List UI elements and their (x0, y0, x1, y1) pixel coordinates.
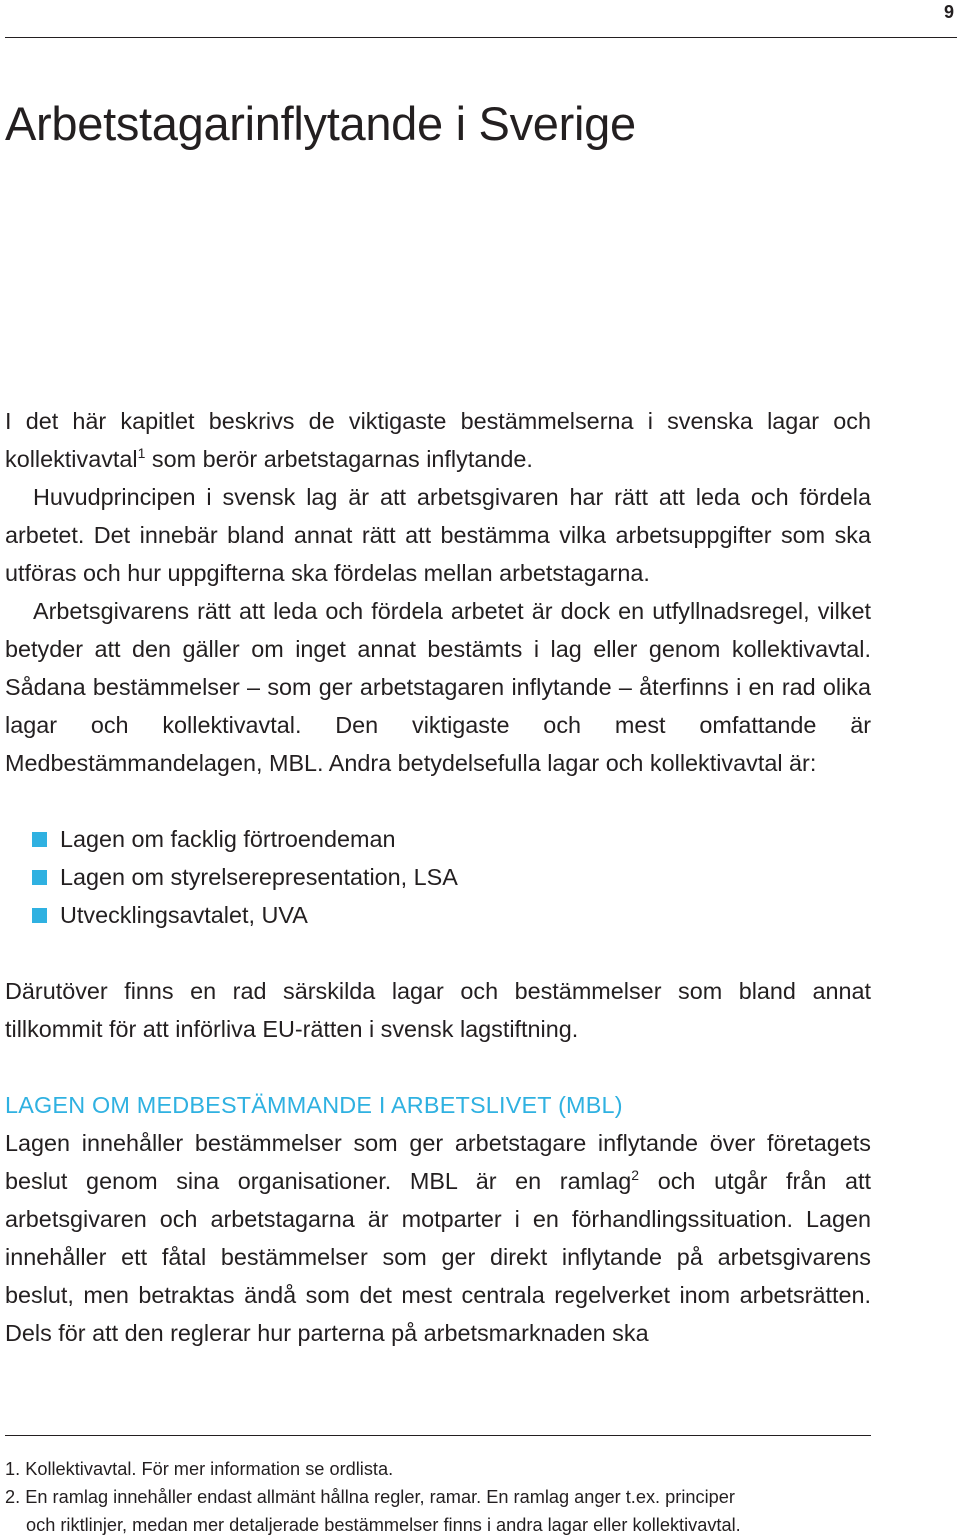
section-heading: LAGEN OM MEDBESTÄMMANDE I ARBETSLIVET (MBL) (5, 1092, 623, 1118)
footnote-ref-1[interactable]: 1 (137, 445, 146, 461)
bullet-square-icon (32, 908, 47, 923)
intro-paragraph-3: Arbetsgivarens rätt att leda och fördela arbetet är dock en utfyllnadsregel, vilket betyder att den gäller om inget annat bestämts i lag eller genom kollektivavtal. Sådana bestämmelser – som ger arbetstagaren inflytande – återfinns i en rad olika lagar och kollektivavtal. Den viktigaste och mest omfattande är Medbestämmandelagen, MBL. Andra betydelsefulla lagar och kollektivavtal är: (5, 598, 871, 776)
bullet-square-icon (32, 870, 47, 885)
section-paragraph (5, 1124, 871, 1352)
list-item-label: Lagen om facklig förtroendeman (60, 826, 396, 852)
list-item-label: Lagen om styrelserepresentation, LSA (60, 864, 458, 890)
bullet-square-icon (32, 832, 47, 847)
footnote-ref-2[interactable]: 2 (631, 1167, 640, 1183)
list-item-label: Utvecklingsavtalet, UVA (60, 902, 308, 928)
footnote-2-continued: och riktlinjer, medan mer detaljerade bestämmelser finns i andra lagar eller kollektivavtal. (26, 1515, 741, 1535)
footnote-2: 2. En ramlag innehåller endast allmänt hållna regler, ramar. En ramlag anger t.ex. principer (5, 1487, 735, 1507)
chapter-title: Arbetstagarinflytande i Sverige (5, 97, 636, 150)
intro-paragraph-2: Huvudprincipen i svensk lag är att arbetsgivaren har rätt att leda och fördela arbetet. Det innebär bland annat rätt att bestämma vilka arbetsuppgifter som ska utföras och hur uppgifterna ska fördelas mellan arbetstagarna. (5, 484, 871, 586)
paragraph-after-list: Därutöver finns en rad särskilda lagar och bestämmelser som bland annat tillkommit för att införliva EU-rätten i svensk lagstiftning. (5, 978, 871, 1042)
list-item (5, 820, 871, 858)
section-p1-text: Lagen innehåller bestämmelser som ger arbetstagare inflytande över företagets beslut genom sina organisationer. MBL är en ramlag (5, 1130, 871, 1194)
intro-p1-text: I det här kapitlet beskrivs de viktigaste bestämmelserna i svenska lagar och kollektivavtal (5, 408, 871, 472)
footnotes (5, 1455, 871, 1539)
footnote-1: 1. Kollektivavtal. För mer information se ordlista. (5, 1459, 394, 1479)
body-text (5, 402, 871, 1352)
list-item (5, 896, 871, 934)
page-number: 9 (943, 2, 954, 22)
intro-paragraph-1 (5, 402, 871, 478)
section-p1-text-end: och utgår från att arbetsgivaren och arbetstagarna är motparter i en förhandlingssituation. Lagen innehåller ett fåtal bestämmelser som ger direkt inflytande på arbetsgivarens beslut, men betraktas ändå som det mest centrala regelverket inom arbetsrätten. Dels för att den reglerar hur parterna på arbetsmarknaden ska (5, 1168, 871, 1346)
law-list (5, 820, 871, 934)
intro-p1-text-end: som berör arbetstagarnas inflytande. (145, 446, 533, 472)
header-rule (5, 37, 957, 38)
list-item (5, 858, 871, 896)
footnote-rule (5, 1435, 871, 1436)
